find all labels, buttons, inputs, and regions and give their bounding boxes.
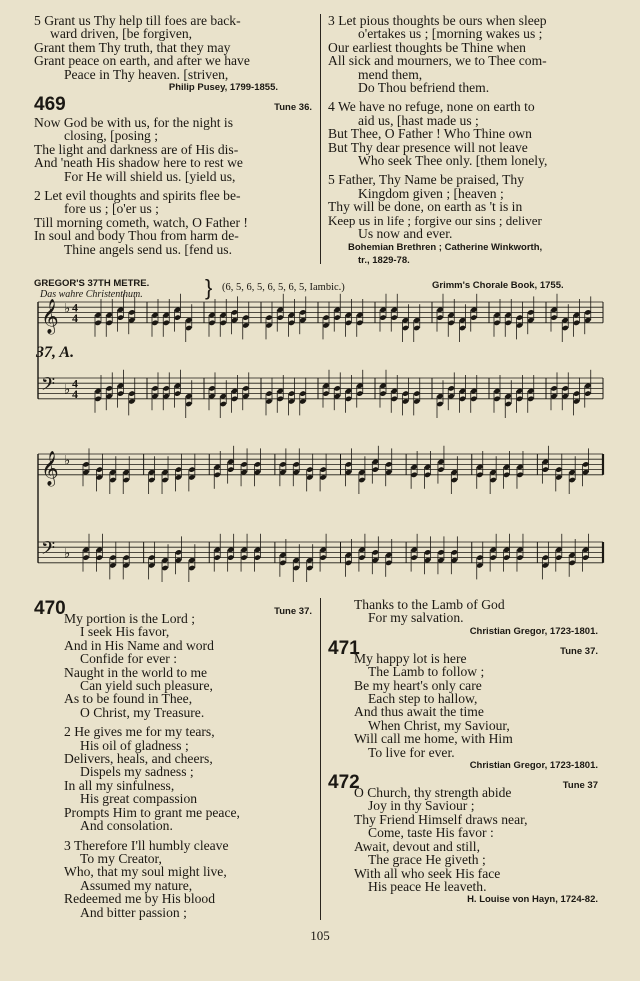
note-head: [470, 396, 477, 402]
note-head: [527, 396, 534, 402]
verse-line: Await, devout and still,: [354, 838, 480, 854]
attribution: Bohemian Brethren ; Catherine Winkworth,: [348, 241, 543, 253]
note-head: [489, 554, 496, 560]
hymn-number: 472: [328, 772, 360, 794]
note-head: [516, 314, 523, 320]
verse-line: Dispels my sadness ;: [80, 764, 194, 780]
left-column-bottom: [34, 598, 312, 919]
note-head: [402, 390, 409, 396]
verse-line: As to be found in Thee,: [64, 691, 193, 707]
note-head: [185, 401, 192, 407]
note-head: [448, 385, 455, 391]
note-head: [503, 554, 510, 560]
note-head: [117, 390, 124, 396]
note-head: [345, 396, 352, 402]
note-head: [82, 461, 89, 467]
verse-line: O Christ, my Treasure.: [80, 704, 205, 720]
note-head: [505, 401, 512, 407]
note-head: [358, 477, 365, 483]
note-head: [231, 309, 238, 315]
verse-line: And 'neath His shadow here to rest we: [34, 155, 243, 171]
note-head: [345, 320, 352, 326]
verse-line: ward driven, [be forgiven,: [50, 26, 193, 42]
time-signature: 4: [72, 386, 78, 401]
hymn-number: 470: [34, 598, 66, 619]
verse-line: Now God be with us, for the night is: [34, 115, 233, 131]
note-head: [489, 477, 496, 483]
note-head: [573, 390, 580, 396]
note-head: [94, 320, 101, 326]
note-head: [175, 466, 182, 472]
verse-line: Grant peace on earth, and after we have: [34, 53, 250, 69]
verse-line: Grant them Thy truth, that they may: [34, 39, 231, 55]
note-head: [279, 461, 286, 467]
verse-line: Thy will be done, on earth as 't is in: [328, 199, 523, 215]
note-head: [188, 466, 195, 472]
note-head: [410, 472, 417, 478]
note-head: [573, 320, 580, 326]
note-head: [306, 565, 313, 571]
attribution: H. Louise von Hayn, 1724-82.: [467, 894, 598, 906]
verse-line: Each step to hallow,: [368, 691, 478, 707]
note-head: [410, 554, 417, 560]
note-head: [319, 466, 326, 472]
note-head: [214, 554, 221, 560]
note-head: [372, 549, 379, 555]
note-head: [123, 554, 130, 560]
verse-line: Our earliest thoughts be Thine when: [328, 39, 526, 55]
note-head: [568, 560, 575, 566]
note-head: [151, 385, 158, 391]
verse-line: Keep us in life ; forgive our sins ; deliver: [328, 212, 542, 228]
note-head: [584, 390, 591, 396]
note-head: [188, 565, 195, 571]
verse-line: Come, taste His favor :: [368, 825, 494, 841]
note-head: [356, 390, 363, 396]
verse-line: The Lamb to follow ;: [368, 664, 485, 680]
verse-line: 5 Father, Thy Name be praised, Thy: [328, 172, 525, 188]
note-head: [242, 385, 249, 391]
note-head: [493, 320, 500, 326]
note-head: [288, 390, 295, 396]
verse-line: In soul and body Thou from harm de-: [34, 228, 239, 244]
verse-line: o'ertakes us ; [morning wakes us ;: [358, 26, 543, 42]
verse-line: To my Creator,: [80, 850, 162, 866]
verse-line: Will call me home, with Him: [354, 731, 513, 747]
note-head: [254, 554, 261, 560]
attribution: tr., 1829-78.: [358, 254, 410, 266]
note-head: [562, 325, 569, 331]
note-head: [277, 314, 284, 320]
note-head: [279, 560, 286, 566]
verse-line: Be my heart's only care: [354, 677, 482, 693]
tune-reference: Tune 36.: [274, 102, 312, 114]
note-head: [437, 466, 444, 472]
note-head: [94, 396, 101, 402]
note-head: [288, 320, 295, 326]
hymn-number: 471: [328, 637, 360, 659]
note-head: [476, 554, 483, 560]
note-head: [437, 549, 444, 555]
note-head: [413, 325, 420, 331]
note-head: [109, 477, 116, 483]
hymn-header: [34, 598, 312, 620]
note-head: [185, 325, 192, 331]
time-signature: 4: [72, 300, 78, 315]
verse-line: Assumed my nature,: [80, 877, 193, 893]
verse-line: closing, [posing ;: [64, 128, 159, 144]
note-head: [562, 385, 569, 391]
note-head: [163, 385, 170, 391]
note-head: [345, 461, 352, 467]
verse-line: 2 Let evil thoughts and spirits flee be-: [34, 188, 241, 204]
verse-line: All sick and mourners, we to Thee com-: [328, 53, 547, 69]
verse-line: The grace He giveth ;: [368, 852, 486, 868]
verse-line: But Thee, O Father ! Who Thine own: [328, 126, 532, 142]
note-head: [451, 549, 458, 555]
note-head: [448, 320, 455, 326]
note-head: [542, 466, 549, 472]
note-head: [128, 309, 135, 315]
tune-number-label: 37, A.: [36, 344, 75, 361]
verse-line: Can yield such pleasure,: [80, 678, 213, 694]
hymn-header: [328, 772, 598, 794]
note-head: [356, 320, 363, 326]
note-head: [385, 461, 392, 467]
note-head: [322, 314, 329, 320]
note-head: [227, 554, 234, 560]
note-head: [161, 477, 168, 483]
verse-line: 3 Let pious thoughts be ours when sleep: [328, 13, 547, 28]
note-head: [391, 314, 398, 320]
verse-line: 4 We have no refuge, none on earth to: [328, 99, 535, 115]
note-head: [413, 390, 420, 396]
verse-line: When Christ, my Saviour,: [368, 717, 510, 733]
note-head: [584, 309, 591, 315]
note-head: [254, 461, 261, 467]
verse-line: 3 Therefore I'll humbly cleave: [64, 837, 229, 853]
note-head: [385, 560, 392, 566]
verse-line: Prompts Him to grant me peace,: [64, 804, 240, 820]
note-head: [293, 461, 300, 467]
bass-clef: 𝄢: [41, 373, 56, 399]
verse-line: His oil of gladness ;: [80, 737, 189, 753]
note-head: [240, 461, 247, 467]
note-head: [424, 549, 431, 555]
verse-line: Confide for ever :: [80, 651, 178, 667]
verse-line: aid us, [hast made us ;: [358, 112, 479, 128]
attribution: Christian Gregor, 1723-1801.: [469, 625, 598, 637]
note-head: [550, 385, 557, 391]
left-column-top: [34, 14, 312, 256]
note-head: [151, 320, 158, 326]
note-head: [436, 401, 443, 407]
verse-line: Thine angels send us. [fend us.: [64, 241, 232, 257]
tune-reference: Tune 37: [562, 780, 598, 792]
note-head: [208, 385, 215, 391]
verse-line: And consolation.: [80, 818, 173, 834]
note-head: [516, 472, 523, 478]
note-head: [459, 396, 466, 402]
verse-line: My portion is the Lord ;: [64, 611, 196, 626]
verse-line: 5 Grant us Thy help till foes are back-: [34, 13, 241, 28]
note-head: [568, 477, 575, 483]
note-head: [163, 320, 170, 326]
note-head: [424, 472, 431, 478]
tune-reference: Tune 37.: [274, 606, 312, 617]
hymn-header: [34, 94, 312, 116]
verse-line: For my salvation.: [368, 610, 464, 626]
note-head: [459, 325, 466, 331]
note-head: [220, 401, 227, 407]
verse-line: And in His Name and word: [64, 637, 214, 653]
note-head: [265, 314, 272, 320]
note-head: [555, 466, 562, 472]
note-head: [391, 396, 398, 402]
verse-line: fore us ; [o'er us ;: [64, 201, 159, 217]
verse-line: To live for ever.: [368, 744, 455, 760]
verse-line: And thus await the time: [354, 704, 484, 720]
note-head: [82, 554, 89, 560]
note-head: [293, 565, 300, 571]
note-head: [123, 477, 130, 483]
time-signature: 4: [72, 310, 78, 325]
column-divider: [320, 598, 321, 920]
tune-name: GREGOR'S 37TH METRE.: [34, 278, 150, 289]
note-head: [345, 560, 352, 566]
note-head: [299, 390, 306, 396]
note-head: [161, 565, 168, 571]
note-head: [527, 309, 534, 315]
note-head: [299, 309, 306, 315]
note-head: [148, 477, 155, 483]
note-head: [358, 554, 365, 560]
note-head: [582, 554, 589, 560]
note-head: [148, 554, 155, 560]
verse-line: mend them,: [358, 66, 423, 82]
note-head: [582, 461, 589, 467]
verse-line: His great compassion: [80, 791, 198, 807]
note-head: [175, 549, 182, 555]
verse-line: Kingdom given ; [heaven ;: [358, 185, 504, 201]
verse-line: I seek His favor,: [80, 624, 170, 640]
tune-german-name: Das wahre Christenthum.: [40, 289, 143, 300]
note-head: [493, 396, 500, 402]
note-head: [470, 314, 477, 320]
note-head: [542, 554, 549, 560]
note-head: [334, 385, 341, 391]
note-head: [379, 314, 386, 320]
verse-line: Who, that my soul might live,: [64, 864, 227, 880]
page-number: 105: [310, 928, 330, 943]
verse-line: Joy in thy Saviour ;: [368, 798, 475, 814]
brace: }: [205, 275, 213, 300]
tune-source: Grimm's Chorale Book, 1755.: [432, 280, 564, 291]
hymn-number: 469: [34, 94, 66, 116]
note-head: [208, 320, 215, 326]
verse-line: Thanks to the Lamb of God: [354, 597, 505, 612]
verse-line: Do Thou befriend them.: [358, 80, 490, 96]
note-head: [106, 320, 113, 326]
note-head: [505, 320, 512, 326]
key-signature-flat: ♭: [64, 545, 71, 561]
note-head: [306, 466, 313, 472]
note-head: [379, 390, 386, 396]
music-score: [0, 275, 640, 600]
attribution: Christian Gregor, 1723-1801.: [469, 760, 598, 772]
note-head: [372, 466, 379, 472]
note-head: [322, 390, 329, 396]
verse-line: Delivers, heals, and cheers,: [64, 751, 213, 767]
verse-line: Naught in the world to me: [64, 664, 208, 680]
note-head: [550, 314, 557, 320]
verse-line: And bitter passion ;: [80, 904, 187, 920]
verse-line: O Church, thy strength abide: [354, 785, 512, 801]
verse-line: Redeemed me by His blood: [64, 891, 216, 907]
treble-clef: 𝄞: [41, 451, 59, 485]
note-head: [503, 472, 510, 478]
note-head: [516, 554, 523, 560]
right-column-bottom: [328, 598, 598, 906]
note-head: [242, 314, 249, 320]
verse-line: My happy lot is here: [354, 650, 467, 666]
verse-line: But Thy dear presence will not leave: [328, 139, 528, 155]
key-signature-flat: ♭: [64, 300, 71, 316]
verse-line: Who seek Thee only. [them lonely,: [358, 153, 548, 169]
note-head: [96, 466, 103, 472]
hymn-header: [328, 638, 598, 660]
note-head: [174, 314, 181, 320]
note-head: [174, 390, 181, 396]
note-head: [109, 554, 116, 560]
column-divider: [320, 14, 321, 264]
verse-line: Thy Friend Himself draws near,: [354, 811, 528, 827]
note-head: [476, 472, 483, 478]
tune-meter: (6, 5, 6, 5, 6, 5, 6, 5, Iambic.): [222, 282, 345, 293]
key-signature-flat: ♭: [64, 381, 71, 397]
verse-line: 2 He gives me for my tears,: [64, 724, 215, 740]
note-head: [96, 554, 103, 560]
note-head: [220, 320, 227, 326]
note-head: [402, 325, 409, 331]
note-head: [240, 554, 247, 560]
verse-line: The light and darkness are of His dis-: [34, 141, 239, 157]
verse-line: In all my sinfulness,: [64, 777, 175, 793]
note-head: [265, 390, 272, 396]
right-column-top: [328, 14, 606, 267]
verse-line: With all who seek His face: [354, 865, 501, 881]
note-head: [106, 385, 113, 391]
note-head: [231, 396, 238, 402]
time-signature: 4: [72, 376, 78, 391]
note-head: [128, 390, 135, 396]
note-head: [334, 314, 341, 320]
verse-line: His peace He leaveth.: [368, 878, 487, 894]
note-head: [555, 554, 562, 560]
attribution: Philip Pusey, 1799-1855.: [168, 82, 278, 94]
verse-line: Peace in Thy heaven. [striven,: [64, 66, 229, 82]
note-head: [319, 554, 326, 560]
note-head: [516, 396, 523, 402]
verse-line: Till morning cometh, watch, O Father !: [34, 214, 248, 230]
bass-clef: 𝄢: [41, 537, 56, 563]
verse-line: For He will shield us. [yield us,: [64, 168, 236, 184]
note-head: [117, 314, 124, 320]
tune-reference: Tune 37.: [560, 645, 598, 657]
treble-clef: 𝄞: [41, 299, 59, 333]
note-head: [214, 472, 221, 478]
note-head: [227, 466, 234, 472]
note-head: [277, 396, 284, 402]
note-head: [451, 477, 458, 483]
verse-line: Us now and ever.: [358, 226, 453, 242]
key-signature-flat: ♭: [64, 452, 71, 468]
note-head: [436, 314, 443, 320]
